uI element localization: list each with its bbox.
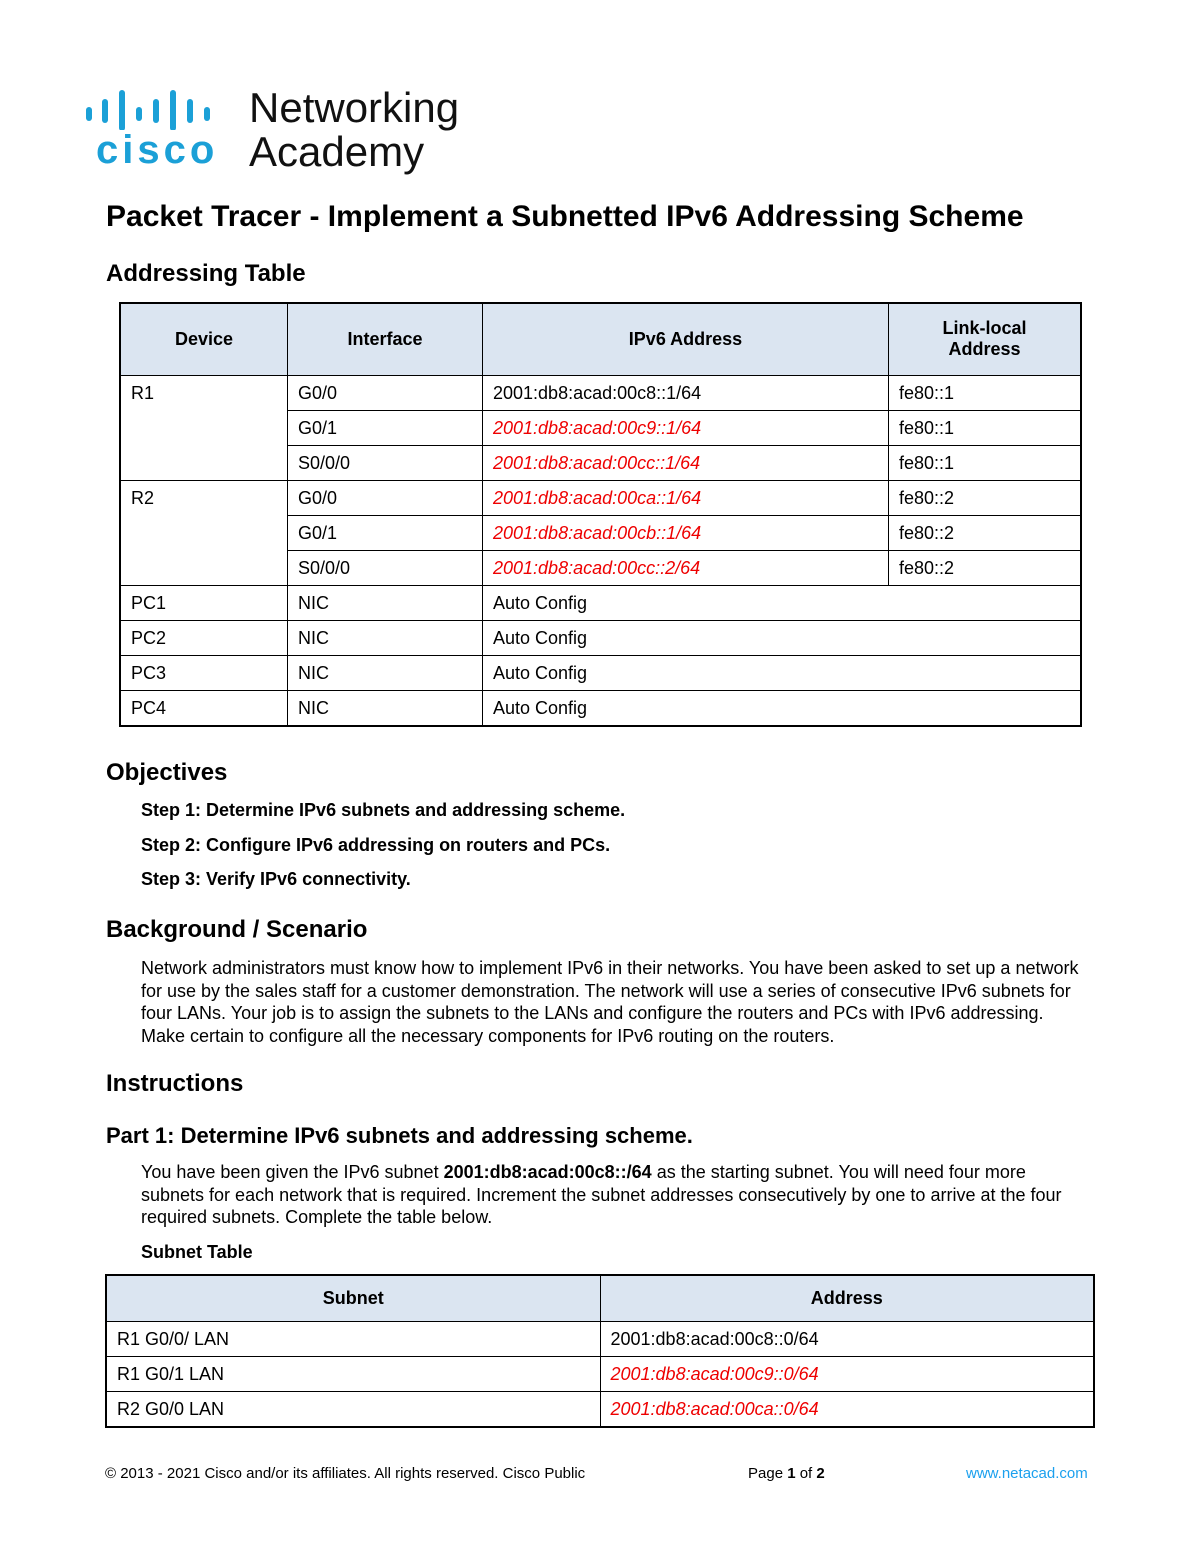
device-cell: R1 [120,375,288,480]
interface-cell: S0/0/0 [288,445,483,480]
col-link-local: Link-local Address [889,303,1082,375]
ipv6-cell: Auto Config [483,585,1082,620]
subnet-table-caption: Subnet Table [141,1242,253,1262]
objective-step: Step 1: Determine IPv6 subnets and addressing scheme. [141,800,626,820]
table-row [120,655,1081,690]
ipv6-answer-cell[interactable]: 2001:db8:acad:00cb::1/64 [483,515,889,550]
ipv6-answer-cell[interactable]: 2001:db8:acad:00ca::1/64 [483,480,889,515]
ipv6-cell: Auto Config [483,690,1082,726]
table-row [106,1356,1094,1391]
interface-cell: NIC [288,655,483,690]
ipv6-answer-cell[interactable]: 2001:db8:acad:00cc::2/64 [483,550,889,585]
interface-cell: G0/0 [288,480,483,515]
networking-academy-logo [249,86,459,174]
ipv6-cell: 2001:db8:acad:00c8::1/64 [483,375,889,410]
link-local-cell: fe80::1 [889,410,1082,445]
col-interface: Interface [288,303,483,375]
interface-cell: NIC [288,620,483,655]
logo-line1: Networking [249,84,460,131]
interface-cell: G0/1 [288,410,483,445]
table-row [106,1391,1094,1427]
total-pages: 2 [816,1465,825,1482]
subnet-address-answer[interactable]: 2001:db8:acad:00c9::0/64 [600,1356,1094,1391]
cisco-logo-bars-icon [85,90,230,130]
device-cell: PC1 [120,585,288,620]
text: of [795,1465,817,1482]
copyright: © 2013 - 2021 Cisco and/or its affiliates. All rights reserved. Cisco Public [105,1465,586,1482]
objective-step: Step 2: Configure IPv6 addressing on routers and PCs. [141,835,611,855]
starting-subnet: 2001:db8:acad:00c8::/64 [443,1162,652,1182]
interface-cell: NIC [288,690,483,726]
table-row [120,375,1081,410]
text: as the starting subnet. You will need four more subnets for each network that is required. Increment the subnet addresses consecutively by one to arrive at the four required subnets. Complete the table below. [141,1162,1062,1227]
ipv6-answer-cell[interactable]: 2001:db8:acad:00cc::1/64 [483,445,889,480]
table-row [120,620,1081,655]
objectives-heading: Objectives [106,759,228,786]
link-local-cell: fe80::1 [889,445,1082,480]
subnet-table [105,1274,1095,1428]
subnet-name: R2 G0/0 LAN [106,1391,600,1427]
interface-cell: G0/0 [288,375,483,410]
part1-text [141,1161,1091,1229]
col-subnet: Subnet [106,1275,600,1321]
addressing-table [119,302,1082,727]
objective-step: Step 3: Verify IPv6 connectivity. [141,869,411,889]
link-local-cell: fe80::2 [889,550,1082,585]
subnet-address-answer[interactable]: 2001:db8:acad:00ca::0/64 [600,1391,1094,1427]
part1-heading: Part 1: Determine IPv6 subnets and addressing scheme. [106,1123,693,1148]
table-row [120,585,1081,620]
col-ipv6: IPv6 Address [483,303,889,375]
text: You have been given the IPv6 subnet [141,1162,444,1182]
link-local-cell: fe80::1 [889,375,1082,410]
device-cell: R2 [120,480,288,585]
subnet-name: R1 G0/1 LAN [106,1356,600,1391]
subnet-address: 2001:db8:acad:00c8::0/64 [600,1321,1094,1356]
addressing-heading: Addressing Table [106,260,306,287]
device-cell: PC3 [120,655,288,690]
interface-cell: NIC [288,585,483,620]
table-row [120,690,1081,726]
link-local-cell: fe80::2 [889,480,1082,515]
ipv6-answer-cell[interactable]: 2001:db8:acad:00c9::1/64 [483,410,889,445]
instructions-heading: Instructions [106,1070,244,1097]
table-row [106,1321,1094,1356]
interface-cell: G0/1 [288,515,483,550]
col-device: Device [120,303,288,375]
logo-line2: Academy [249,128,425,175]
table-row [120,480,1081,515]
device-cell: PC4 [120,690,288,726]
page-title: Packet Tracer - Implement a Subnetted IPv6 Addressing Scheme [106,200,1024,233]
link-local-cell: fe80::2 [889,515,1082,550]
device-cell: PC2 [120,620,288,655]
page-number [748,1465,825,1482]
background-text: Network administrators must know how to implement IPv6 in their networks. You have been asked to set up a network for use by the sales staff for a customer demonstration. The network will use a series of consecutive IPv6 subnets for four LANs. Your job is to assign the subnets to the LANs and configure the routers and PCs with IPv6 addressing. Make certain to configure all the necessary components for IPv6 routing on the routers. [141,958,1079,1046]
text: Page [748,1465,788,1482]
subnet-name: R1 G0/0/ LAN [106,1321,600,1356]
ipv6-cell: Auto Config [483,655,1082,690]
cisco-logo-wordmark: cisco [96,128,219,172]
col-address: Address [600,1275,1094,1321]
background-heading: Background / Scenario [106,916,368,943]
ipv6-cell: Auto Config [483,620,1082,655]
current-page: 1 [787,1465,796,1482]
netacad-link[interactable]: www.netacad.com [966,1465,1088,1482]
interface-cell: S0/0/0 [288,550,483,585]
